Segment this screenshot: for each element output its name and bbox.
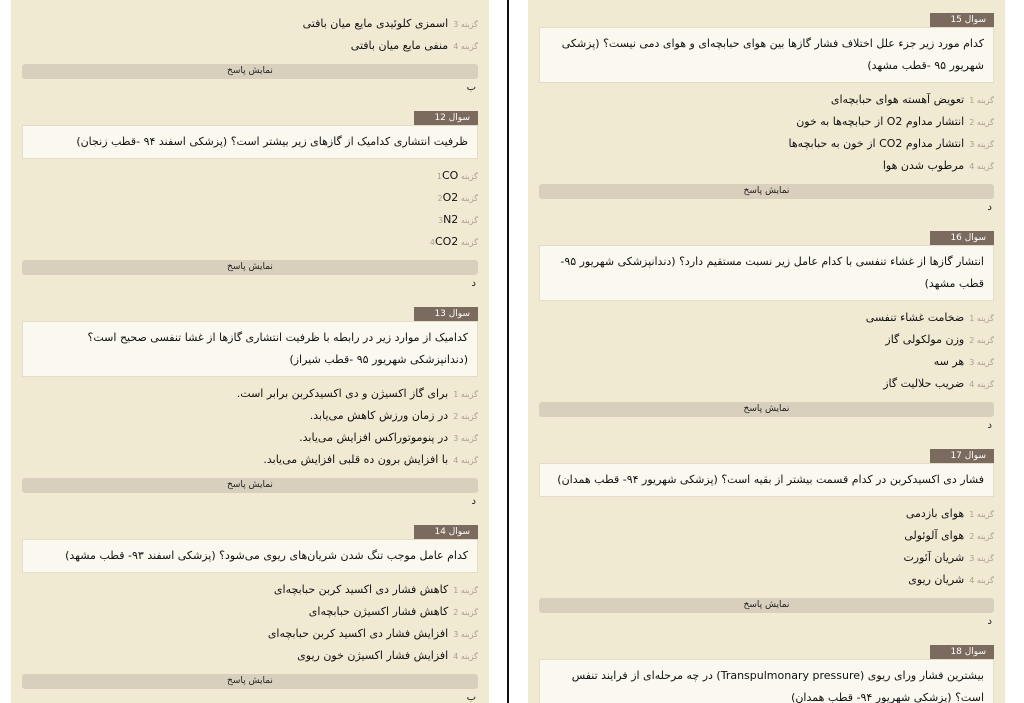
option-number: گزینه 3 — [453, 630, 478, 639]
question-text: کدام مورد زیر جزء علل اختلاف فشار گازها بین هوای حبابچه‌ای و هوای دمی نیست؟ (پزشکی شهریور ۹۵ -قطب مشهد) — [539, 27, 994, 83]
option-item[interactable] — [539, 547, 994, 569]
option-text: وزن مولکولی گاز — [885, 333, 965, 346]
option-number: گزینه 1 — [453, 586, 478, 595]
option-number: گزینه 1 — [969, 96, 994, 105]
option-number: گزینه 1 — [453, 390, 478, 399]
option-item[interactable] — [22, 13, 478, 35]
option-number: گزینه 2 — [453, 412, 478, 421]
options-list — [22, 13, 478, 57]
option-item[interactable] — [539, 89, 994, 111]
options-list — [22, 165, 478, 253]
answer-value: د — [471, 278, 476, 289]
option-number: گزینه 4 — [969, 162, 994, 171]
question-11-tail — [22, 13, 478, 97]
option-text: ضخامت غشاء تنفسی — [865, 311, 965, 324]
option-number: گزینه 1 — [436, 172, 478, 181]
option-item[interactable] — [539, 307, 994, 329]
option-number: گزینه 3 — [453, 20, 478, 29]
option-text: ضریب حلالیت گاز — [883, 377, 965, 390]
left-column — [11, 13, 489, 703]
option-number: گزینه 4 — [969, 576, 994, 585]
question-card — [539, 13, 994, 217]
option-item[interactable] — [539, 111, 994, 133]
answer-value: د — [987, 202, 992, 213]
option-text: N2 — [443, 213, 459, 226]
option-item[interactable] — [539, 525, 994, 547]
option-text: با افزایش برون ده قلبی افزایش می‌یابد. — [263, 453, 449, 466]
question-text: بیشترین فشار ورای ریوی (Transpulmonary pressure) در چه مرحله‌ای از فرایند تنفس است؟ (پزشکی شهریور ۹۴- قطب همدان) — [539, 659, 994, 703]
answer-value: ب — [466, 82, 476, 93]
option-item[interactable] — [539, 373, 994, 395]
option-item[interactable] — [539, 351, 994, 373]
show-answer-button[interactable]: نمایش پاسخ — [22, 260, 478, 275]
answer-value: ب — [466, 692, 476, 703]
page-divider — [507, 0, 509, 703]
option-number: گزینه 2 — [437, 194, 478, 203]
question-card — [22, 307, 478, 511]
options-list — [22, 579, 478, 667]
question-text: کدام عامل موجب تنگ شدن شریان‌های ریوی می‌شود؟ (پزشکی اسفند ۹۳- قطب مشهد) — [22, 539, 478, 573]
option-text: شریان آئورت — [903, 551, 965, 564]
option-text: CO2 — [434, 235, 459, 248]
question-card — [539, 231, 994, 435]
option-number: گزینه 4 — [969, 380, 994, 389]
option-item[interactable] — [22, 449, 478, 471]
option-text: برای گاز اکسیژن و دی اکسیدکربن برابر است. — [236, 387, 449, 400]
option-item[interactable] — [22, 579, 478, 601]
question-card — [22, 525, 478, 703]
question-number-badge: سوال 18 — [930, 645, 994, 659]
question-number-badge: سوال 12 — [414, 111, 478, 125]
option-number: گزینه 3 — [969, 358, 994, 367]
answer-value: د — [471, 496, 476, 507]
option-number: گزینه 3 — [969, 140, 994, 149]
option-text: انتشار مداوم CO2 از خون به حبابچه‌ها — [788, 137, 965, 150]
option-text: کاهش فشار دی اکسید کربن حبابچه‌ای — [273, 583, 449, 596]
show-answer-button[interactable]: نمایش پاسخ — [539, 598, 994, 613]
option-item[interactable] — [22, 427, 478, 449]
show-answer-button[interactable]: نمایش پاسخ — [22, 478, 478, 493]
question-card — [539, 645, 994, 703]
question-text: فشار دی اکسیدکربن در کدام قسمت بیشتر از بقیه است؟ (پزشکی شهریور ۹۴- قطب همدان) — [539, 463, 994, 497]
option-item[interactable] — [22, 405, 478, 427]
option-text: هوای بازدمی — [905, 507, 965, 520]
show-answer-button[interactable]: نمایش پاسخ — [22, 674, 478, 689]
option-item[interactable] — [22, 209, 478, 231]
option-text: افزایش فشار اکسیژن خون ریوی — [297, 649, 449, 662]
show-answer-button[interactable]: نمایش پاسخ — [539, 402, 994, 417]
option-item[interactable] — [22, 187, 478, 209]
option-item[interactable] — [539, 329, 994, 351]
question-number-badge: سوال 17 — [930, 449, 994, 463]
option-number: گزینه 2 — [969, 532, 994, 541]
option-text: شریان ریوی — [908, 573, 965, 586]
options-list — [22, 383, 478, 471]
option-text: کاهش فشار اکسیژن حبابچه‌ای — [308, 605, 449, 618]
option-item[interactable] — [22, 231, 478, 253]
question-number-badge: سوال 15 — [930, 13, 994, 27]
right-page — [528, 0, 1005, 703]
option-item[interactable] — [539, 133, 994, 155]
option-text: CO — [441, 169, 459, 182]
question-number-badge: سوال 14 — [414, 525, 478, 539]
option-text: O2 — [442, 191, 459, 204]
option-number: گزینه 4 — [429, 238, 478, 247]
option-text: انتشار مداوم O2 از حبابچه‌ها به خون — [796, 115, 965, 128]
option-text: مرطوب شدن هوا — [882, 159, 965, 172]
options-list — [539, 307, 994, 395]
options-list — [539, 503, 994, 591]
answer-value: د — [987, 616, 992, 627]
option-number: گزینه 1 — [969, 510, 994, 519]
option-item[interactable] — [539, 155, 994, 177]
option-item[interactable] — [539, 503, 994, 525]
question-text: ظرفیت انتشاری کدامیک از گازهای زیر بیشتر است؟ (پزشکی اسفند ۹۴ -قطب زنجان) — [22, 125, 478, 159]
option-item[interactable] — [539, 569, 994, 591]
option-item[interactable] — [22, 165, 478, 187]
option-item[interactable] — [22, 601, 478, 623]
option-number: گزینه 4 — [453, 42, 478, 51]
option-text: اسمزی کلوئیدی مایع میان بافتی — [302, 17, 449, 30]
option-text: هوای آلوئولی — [904, 529, 965, 542]
answer-value: د — [987, 420, 992, 431]
option-text: منفی مایع میان بافتی — [350, 39, 449, 52]
option-number: گزینه 3 — [437, 216, 478, 225]
question-text: انتشار گازها از غشاء تنفسی با کدام عامل زیر نسبت مستقیم دارد؟ (دندانپزشکی شهریور ۹۵- قطب مشهد) — [539, 245, 994, 301]
option-number: گزینه 1 — [969, 314, 994, 323]
option-number: گزینه 2 — [969, 336, 994, 345]
left-page — [11, 0, 489, 703]
show-answer-button[interactable]: نمایش پاسخ — [539, 184, 994, 199]
show-answer-button[interactable]: نمایش پاسخ — [22, 64, 478, 79]
option-text: در زمان ورزش کاهش می‌یابد. — [309, 409, 449, 422]
question-card — [22, 111, 478, 293]
option-number: گزینه 3 — [453, 434, 478, 443]
option-number: گزینه 3 — [969, 554, 994, 563]
option-item[interactable] — [22, 623, 478, 645]
question-number-badge: سوال 16 — [930, 231, 994, 245]
option-number: گزینه 2 — [969, 118, 994, 127]
option-number: گزینه 4 — [453, 456, 478, 465]
question-card — [539, 449, 994, 631]
option-text: در پنوموتوراکس افزایش می‌یابد. — [299, 431, 449, 444]
option-item[interactable] — [22, 35, 478, 57]
option-text: افزایش فشار دی اکسید کربن حبابچه‌ای — [267, 627, 449, 640]
right-column — [528, 13, 1005, 703]
option-item[interactable] — [22, 383, 478, 405]
question-text: کدامیک از موارد زیر در رابطه با ظرفیت انتشاری گازها از غشا تنفسی صحیح است؟ (دندانپزشکی شهریور ۹۵ -قطب شیراز) — [22, 321, 478, 377]
option-number: گزینه 4 — [453, 652, 478, 661]
question-number-badge: سوال 13 — [414, 307, 478, 321]
option-number: گزینه 2 — [453, 608, 478, 617]
option-text: هر سه — [933, 355, 965, 368]
option-item[interactable] — [22, 645, 478, 667]
option-text: تعویض آهسته هوای حبابچه‌ای — [830, 93, 965, 106]
options-list — [539, 89, 994, 177]
